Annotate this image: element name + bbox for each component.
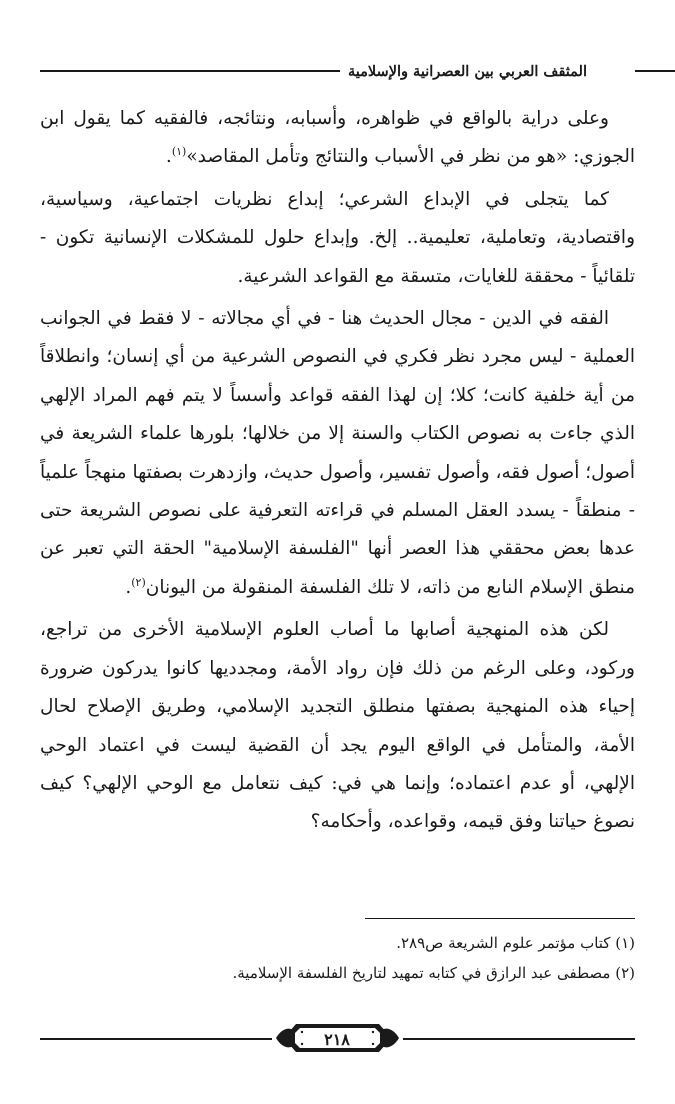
footnote-marker: (٢) [131,575,146,589]
footer-rule-left [40,1038,272,1040]
paragraph [40,100,635,177]
paragraph-end: . [125,576,132,598]
header-rule-left [40,70,340,72]
paragraph-text: وعلى دراية بالواقع في ظواهره، وأسبابه، ونتائجه، فالفقيه كما يقول ابن الجوزي: «هو من نظر في الأسباب والنتائج وتأمل المقاصد» [40,108,635,168]
paragraph [40,181,635,296]
paragraph-text: كما يتجلى في الإبداع الشرعي؛ إبداع نظريات اجتماعية، وسياسية، واقتصادية، وتعاملية، تعليمية.. إلخ. وإبداع حلول للمشكلات الإنسانية تكون - تلقائياً - محققة للغايات، متسقة مع القواعد الشرعية. [40,188,635,287]
running-header-title: المثقف العربي بين العصرانية والإسلامية [347,62,587,80]
footnotes [40,928,635,988]
footnote-item: (٢) مصطفى عبد الرازق في كتابه تمهيد لتاريخ الفلسفة الإسلامية. [232,964,635,982]
footer-rule-right [403,1038,635,1040]
body-text [40,100,635,842]
paragraph-end: . [165,146,172,168]
running-header [40,58,635,84]
footnote-item: (١) كتاب مؤتمر علوم الشريعة ص٢٨٩. [396,934,635,952]
paragraph-text: لكن هذه المنهجية أصابها ما أصاب العلوم الإسلامية الأخرى من تراجع، وركود، وعلى الرغم من ذلك فإن رواد الأمة، ومجدديها كانوا يدركون ضرورة إحياء هذه المنهجية بصفتها منطلق التجديد الإسلامي، وطريق الإصلاح لحال الأمة، والمتأمل في الواقع اليوم يجد أن القضية ليست في اعتماد الوحي الإلهي، أو عدم اعتماده؛ وإنما هي في: كيف نتعامل مع الوحي الإلهي؟ كيف نصوغ حياتنا وفق قيمه، وقواعده، وأحكامه؟ [40,619,635,833]
footnote-marker: (١) [171,145,187,159]
header-rule-right [635,70,675,72]
paragraph [40,300,635,607]
paragraph-text: الفقه في الدين - مجال الحديث هنا - في أي مجالاته - لا فقط في الجوانب العملية - ليس مجرد نظر فكري في النصوص الشرعية من أي إنسان؛ وانطلاقاً من أية خلفية كانت؛ كلا؛ إن لهذا الفقه قواعد وأسساً لا يتم فهم المراد الإلهي الذي جاءت به نصوص الكتاب والسنة إلا من خلالها؛ بلورها علماء الشريعة في أصول؛ أصول فقه، وأصول تفسير، وأصول حديث، وازدهرت بصفتها منهجاً علمياً - منطقاً - يسدد العقل المسلم في قراءته التعرفية على نصوص الشريعة حتى عدها بعض محققي هذا العصر أنها "الفلسفة الإسلامية" الحقة التي تعبر عن منطق الإسلام النابع من ذاته، لا تلك الفلسفة المنقولة من اليونان [40,308,635,598]
paragraph [40,611,635,841]
footnote-separator [365,918,635,919]
page-number: ٢١٨ [324,1029,350,1049]
page-footer [40,1018,635,1058]
